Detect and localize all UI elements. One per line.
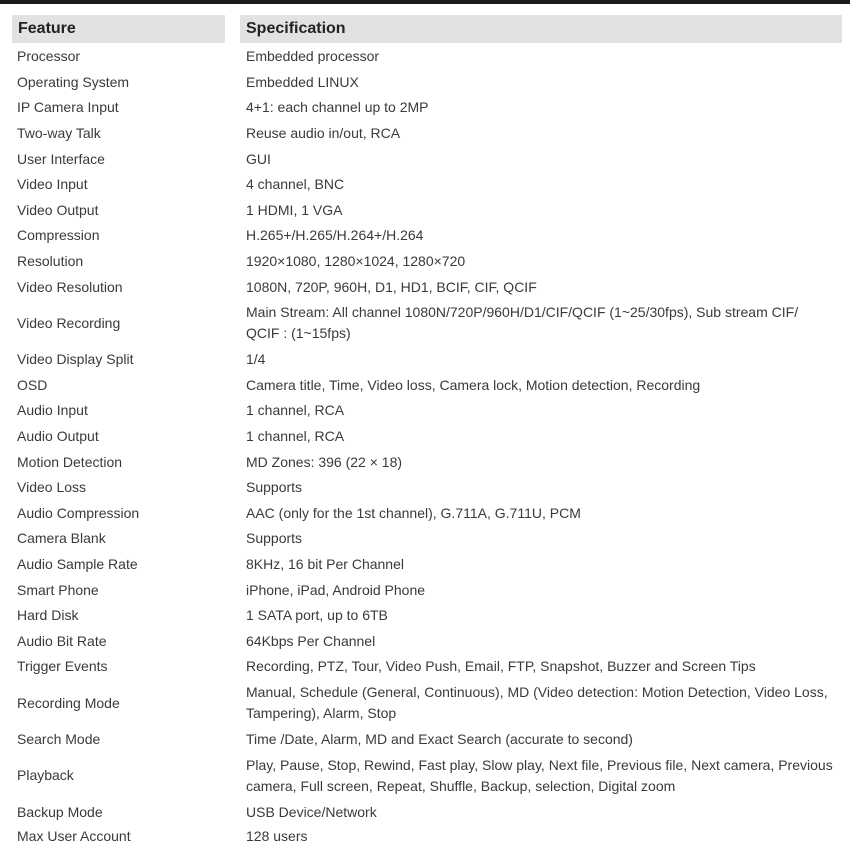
table-row [12, 799, 842, 825]
spec-cell: 128 users [246, 828, 308, 845]
spec-cell: 1920×1080, 1280×1024, 1280×720 [246, 253, 466, 270]
table-row [12, 198, 842, 224]
table-row [12, 373, 842, 399]
spec-cell: USB Device/Network [246, 803, 377, 820]
table-row [12, 172, 842, 198]
spec-cell: 1 HDMI, 1 VGA [246, 201, 343, 218]
table-header [12, 15, 842, 43]
table-row [12, 70, 842, 96]
spec-cell: Recording, PTZ, Tour, Video Push, Email, FTP, Snapshot, Buzzer and Screen Tips [246, 658, 756, 675]
spec-cell: Main Stream: All channel 1080N/720P/960H/D1/CIF/QCIF (1~25/30fps), Sub stream CIF/ QCIF : (1~15fps) [246, 304, 799, 342]
header-specification: Specification [240, 15, 842, 43]
feature-cell: Video Loss [17, 479, 87, 496]
spec-cell: Supports [246, 479, 303, 496]
spec-cell: GUI [246, 150, 271, 167]
spec-cell: Embedded LINUX [246, 73, 359, 90]
table-row [12, 274, 842, 300]
feature-cell: Hard Disk [17, 607, 79, 624]
spec-cell: AAC (only for the 1st channel), G.711A, G.711U, PCM [246, 504, 581, 521]
table-row [12, 628, 842, 654]
spec-cell: MD Zones: 396 (22 × 18) [246, 453, 403, 470]
feature-cell: Video Display Split [17, 351, 134, 368]
header-feature: Feature [12, 15, 225, 43]
table-row [12, 449, 842, 475]
spec-cell: Reuse audio in/out, RCA [246, 125, 401, 142]
table-row [12, 44, 842, 70]
spec-table [12, 15, 842, 849]
table-row [12, 146, 842, 172]
top-border [0, 0, 850, 4]
table-row [12, 552, 842, 578]
spec-cell: Supports [246, 530, 303, 547]
feature-cell: Processor [17, 48, 81, 65]
feature-cell: Recording Mode [17, 694, 120, 711]
table-row [12, 501, 842, 527]
spec-cell: 4 channel, BNC [246, 176, 345, 193]
spec-cell: iPhone, iPad, Android Phone [246, 581, 426, 598]
feature-cell: Camera Blank [17, 530, 106, 547]
table-row [12, 603, 842, 629]
table-row [12, 300, 842, 347]
table-row [12, 475, 842, 501]
spec-cell: Time /Date, Alarm, MD and Exact Search (accurate to second) [246, 730, 633, 747]
spec-cell: Embedded processor [246, 48, 380, 65]
feature-cell: Audio Bit Rate [17, 632, 107, 649]
spec-cell: Camera title, Time, Video loss, Camera lock, Motion detection, Recording [246, 376, 701, 393]
spec-cell: 64Kbps Per Channel [246, 632, 376, 649]
table-row [12, 223, 842, 249]
spec-cell: 1080N, 720P, 960H, D1, HD1, BCIF, CIF, QCIF [246, 278, 537, 295]
feature-cell: Backup Mode [17, 803, 103, 820]
table-row [12, 825, 842, 849]
table-row [12, 398, 842, 424]
spec-cell: 1 channel, RCA [246, 428, 345, 445]
feature-cell: Compression [17, 227, 100, 244]
table-row [12, 752, 842, 799]
feature-cell: Playback [17, 767, 74, 784]
feature-cell: Video Output [17, 201, 99, 218]
table-row [12, 249, 842, 275]
feature-cell: Audio Output [17, 428, 99, 445]
spec-cell: 1/4 [246, 351, 266, 368]
table-row [12, 121, 842, 147]
feature-cell: Video Resolution [17, 278, 123, 295]
spec-cell: Play, Pause, Stop, Rewind, Fast play, Slow play, Next file, Previous file, Next camera, Previous camera, Full screen, Repeat, Shuffle, Backup, selection, Digital zoom [246, 756, 833, 794]
spec-cell: 4+1: each channel up to 2MP [246, 99, 429, 116]
feature-cell: Motion Detection [17, 453, 123, 470]
spec-cell: H.265+/H.265/H.264+/H.264 [246, 227, 424, 244]
table-row [12, 347, 842, 373]
table-row [12, 424, 842, 450]
feature-cell: Operating System [17, 73, 130, 90]
feature-cell: OSD [17, 376, 48, 393]
feature-cell: Video Input [17, 176, 88, 193]
table-row [12, 95, 842, 121]
table-row [12, 680, 842, 727]
spec-cell: 1 channel, RCA [246, 402, 345, 419]
feature-cell: Search Mode [17, 730, 101, 747]
table-row [12, 727, 842, 753]
feature-cell: User Interface [17, 150, 105, 167]
spec-cell: 1 SATA port, up to 6TB [246, 607, 388, 624]
feature-cell: Max User Account [17, 828, 131, 845]
feature-cell: Audio Input [17, 402, 88, 419]
spec-cell: 8KHz, 16 bit Per Channel [246, 555, 404, 572]
table-row [12, 526, 842, 552]
feature-cell: IP Camera Input [17, 99, 119, 116]
feature-cell: Audio Compression [17, 504, 140, 521]
feature-cell: Trigger Events [17, 658, 108, 675]
feature-cell: Smart Phone [17, 581, 99, 598]
feature-cell: Two-way Talk [17, 125, 101, 142]
feature-cell: Resolution [17, 253, 84, 270]
table-row [12, 654, 842, 680]
spec-cell: Manual, Schedule (General, Continuous), MD (Video detection: Motion Detection, Video Loss, Tampering), Alarm, Stop [246, 684, 828, 722]
table-row [12, 577, 842, 603]
feature-cell: Audio Sample Rate [17, 555, 138, 572]
feature-cell: Video Recording [17, 314, 121, 331]
